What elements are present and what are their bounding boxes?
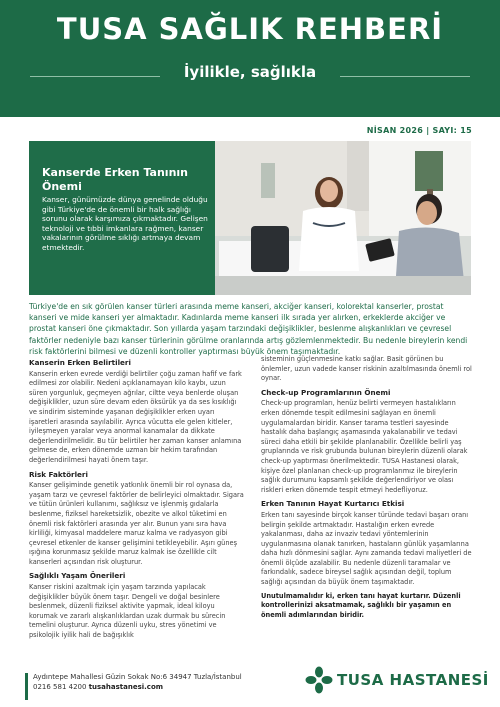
- tusa-leaf-logo-icon: [305, 666, 333, 694]
- closing-statement: Unutulmamalıdır ki, erken tanı hayat kurtarır. Düzenli kontrollerinizi aksatmamak, sağlıklı bir yaşamın en önemli adımlarından biridir.: [261, 591, 461, 619]
- footer-contact-line: [33, 682, 242, 692]
- footer-accent-bar: [25, 673, 28, 700]
- section-heading-early-diagnosis: Erken Tanının Hayat Kurtarıcı Etkisi: [261, 499, 405, 509]
- section-heading-healthy-life: Sağlıklı Yaşam Önerileri: [29, 571, 126, 581]
- page-title: TUSA SAĞLIK REHBERİ: [56, 12, 444, 46]
- section-text-risk-factors: Kanser gelişiminde genetik yatkınlık önemli bir rol oynasa da, yaşam tarzı ve çevresel faktörler de belirleyici olmaktadır. Sigara ve tütün ürünleri kullanımı, sağlıksız ve işlenmiş gıdalarla beslenme, fiziksel hareketsizlik, obezite ve alkol tüketimi en önemli risk faktörleri arasında yer alır. Bunun yanı sıra hava kirliliği, kimyasal maddelere maruz kalma ve radyasyon gibi çevresel etkenler de kanser gelişimini tetikleyebilir. Aşırı güneş ışığına korunmasız şekilde maruz kalmak ise özellikle cilt kanserleri açısından risk oluşturur.: [29, 481, 244, 566]
- intro-paragraph: Türkiye'de en sık görülen kanser türleri arasında meme kanseri, akciğer kanseri, kolorektal kanserler, prostat kanseri ve mide kanseri yer almaktadır. Kadınlarda meme kanseri ilk sırada yer alırken, erkeklerde akciğer ve prostat kanseri öne çıkmaktadır. Son yıllarda yaşam tarzındaki değişiklikler, beslenme alışkanlıkları ve çevresel faktörler nedeniyle bazı kanser türlerinin görülme oranlarında artış gözlemlenmektedir. Bu nedenle bireylerin kendi risk faktörlerini bilmesi ve düzenli kontroller yaptırması büyük önem taşımaktadır.: [29, 302, 468, 356]
- right-column: [261, 355, 473, 624]
- section-text-early-diagnosis: Erken tanı sayesinde birçok kanser türünde tedavi başarı oranı belirgin şekilde artmaktadır. Hastalığın erken evrede yakalanması, daha az invaziv tedavi yöntemlerinin uygulanmasına olanak tanırken, hastaların günlük yaşamlarına daha hızlı dönmesini sağlar. Aynı zamanda tedavi maliyetleri de önemli ölçüde azalabilir. Bu nedenle düzenli taramalar ve farkındalık, sadece bireysel sağlık açısından değil, toplum sağlığı açısından da büyük önem taşımaktadır.: [261, 510, 472, 587]
- logo-text: TUSA HASTANESİ: [337, 671, 489, 689]
- header-divider-right: [340, 76, 470, 77]
- footer-address: Aydıntepe Mahallesi Güzin Sokak No:6 34947 Tuzla/İstanbul: [33, 673, 242, 681]
- section-text-checkup: Check-up programları, henüz belirti vermeyen hastalıkların erken dönemde tespit edilmesini sağlayan en önemli uygulamalardan biridir. Kanser tarama testleri sayesinde hastalık daha başlangıç aşamasında yakalanabilir ve tedavi süreci daha etkili bir şekilde planlanabilir. Özellikle belirli yaş gruplarında ve risk grubunda bulunan bireylerin düzenli olarak check-up yaptırması önerilmektedir. TUSA Hastanesi olarak, kişiye özel planlanan check-up programlarımız ile bireylerin sağlık durumunu kapsamlı şekilde değerlendiriyor ve olası riskleri erken dönemde tespit etmeyi hedefliyoruz.: [261, 399, 468, 494]
- section-text-healthy-life-cont: sisteminin güçlenmesine katkı sağlar. Basit görünen bu önlemler, uzun vadede kanser riskinin azaltılmasında önemli rol oynar.: [261, 355, 472, 383]
- footer-website[interactable]: tusahastanesi.com: [88, 683, 164, 691]
- footer-contact: [33, 672, 242, 692]
- header-banner: [0, 0, 500, 117]
- left-column: [29, 355, 244, 645]
- hero-text-box: [29, 141, 215, 295]
- issue-info: NİSAN 2026 | SAYI: 15: [366, 126, 472, 135]
- page-subtitle: İyilikle, sağlıkla: [183, 63, 317, 81]
- hero-text: Kanser, günümüzde dünya genelinde olduğu gibi Türkiye'de de önemli bir halk sağlığı sorunu olarak karşımıza çıkmaktadır. Gelişen teknoloji ve tıbbi imkanlara rağmen, kanser vakalarının görülme sıklığı artmaya devam etmektedir.: [42, 195, 208, 252]
- footer-phone: 0216 581 4200: [33, 683, 87, 691]
- hero-title: Kanserde Erken Tanının Önemi: [42, 166, 188, 193]
- hero-section: [29, 141, 471, 295]
- section-heading-early-symptoms: Kanserin Erken Belirtileri: [29, 358, 131, 367]
- section-text-early-symptoms: Kanserin erken evrede verdiği belirtiler çoğu zaman hafif ve fark edilmesi zor olabilir. Nedeni açıklanamayan kilo kaybı, uzun süren yorgunluk, geçmeyen ağrılar, ciltte veya benlerde oluşan değişiklikler, uzun süre devam eden öksürük ya da ses kısıklığı ve sindirim sisteminde yaşanan değişiklikler erken uyarı işaretleri arasında sayılabilir. Ayrıca vücutta ele gelen kitleler, iyileşmeyen yaralar veya anormal kanamalar da dikkate değerlendirilmelidir. Bu tür belirtiler her zaman kanser anlamına gelmese de, erken dönemde uzman bir hekim tarafından değerlendirilmesi hayati önem taşır.: [29, 369, 242, 464]
- section-heading-risk-factors: Risk Faktörleri: [29, 469, 88, 479]
- section-heading-checkup: Check-up Programlarının Önemi: [261, 387, 391, 397]
- section-text-healthy-life: Kanser riskini azaltmak için yaşam tarzında yapılacak değişiklikler büyük önem taşır. Dengeli ve doğal besinlere beslenmek, düzenli fiziksel aktivite yapmak, ideal kiloyu korumak ve zararlı alışkanlıklardan uzak durmak bu sürecin temelini oluşturur. Ayrıca düzenli uyku, stres yönetimi ve psikolojik iyilik hali de bağışıklık: [29, 583, 226, 640]
